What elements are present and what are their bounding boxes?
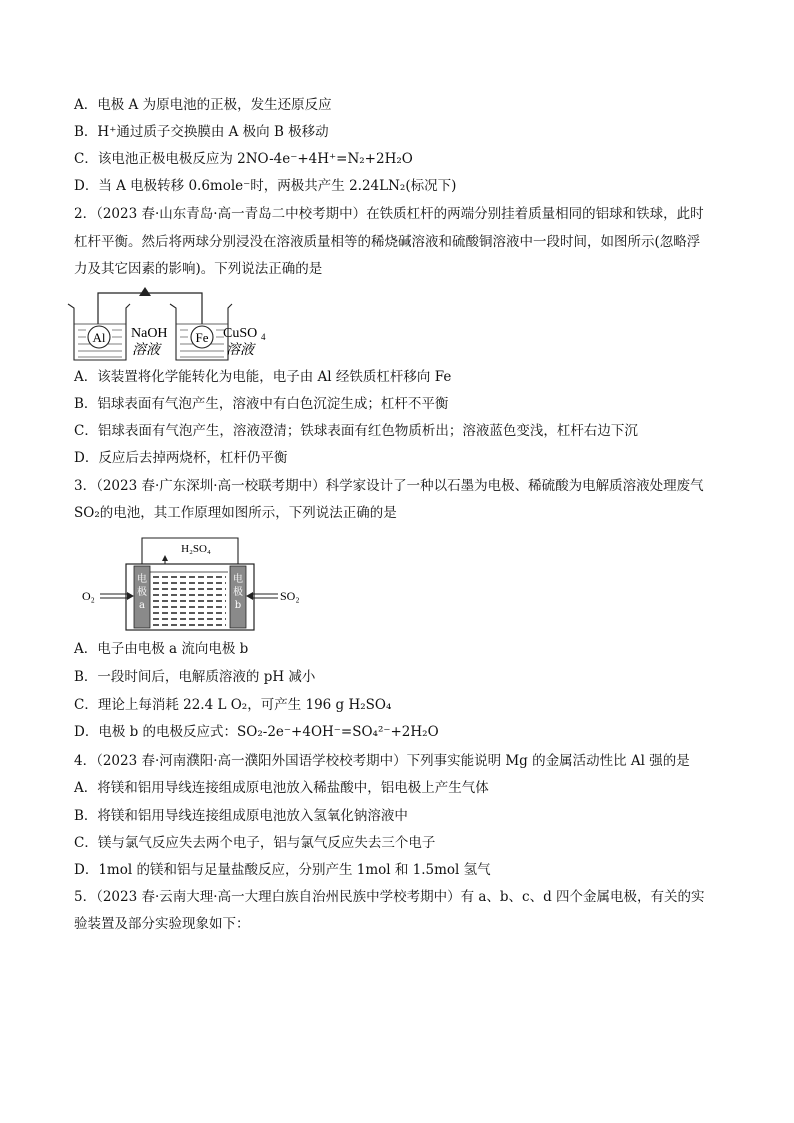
q2-option-b: B．铝球表面有气泡产生，溶液中有白色沉淀生成；杠杆不平衡 [74,396,449,412]
q1-option-d: D．当 A 电极转移 0.6mole⁻时，两极共产生 2.24LN₂(标况下) [74,178,457,194]
electrode-b-char-3: b [234,600,242,611]
q2-option-c: C．铝球表面有气泡产生，溶液澄清；铁球表面有红色物质析出；溶液蓝色变浅，杠杆右边下沉 [74,423,638,439]
q5-stem-line-2: 验装置及部分实验现象如下： [74,916,250,932]
cuso4-index: 4 [261,332,266,342]
q3-cell-figure [78,532,318,634]
so2-label: SO₂ [280,589,300,603]
q3-stem-line-1: 3．（2023 春·广东深圳·高一校联考期中）科学家设计了一种以石墨为电极、稀硫酸为电解质溶液处理废气 [74,478,704,494]
ball-left-label: Al [92,330,106,345]
q1-option-a: A．电极 A 为原电池的正极，发生还原反应 [74,97,332,113]
q4-option-a: A．将镁和铝用导线连接组成原电池放入稀盐酸中，铝电极上产生气体 [74,780,489,796]
q4-option-c: C．镁与氯气反应失去两个电子，铝与氯气反应失去三个电子 [74,835,436,851]
q3-option-b: B．一段时间后，电解质溶液的 pH 减小 [74,669,316,685]
q2-stem-line-1: 2．（2023 春·山东青岛·高一青岛二中校考期中）在铁质杠杆的两端分别挂着质量相同的铝球和铁球，此时 [74,206,704,222]
naoh-solution-label: 溶液 [132,343,160,358]
naoh-label: NaOH [131,326,168,341]
q2-stem-line-2: 杠杆平衡。然后将两球分别浸没在溶液质量相等的稀烧碱溶液和硫酸铜溶液中一段时间，如图所示(忽略浮 [74,234,701,250]
lever-fulcrum [139,287,151,296]
electrode-a-char-2: 极 [137,587,147,598]
q1-option-c: C．该电池正极电极反应为 2NO-4e⁻+4H⁺=N₂+2H₂O [74,151,413,167]
electrode-b-char-2: 极 [233,587,243,598]
cuso4-solution-label: 溶液 [226,343,254,358]
h2so4-label: H₂SO₄ [181,543,211,555]
q3-option-c: C．理论上每消耗 22.4 L O₂，可产生 196 g H₂SO₄ [74,697,392,713]
q3-option-a: A．电子由电极 a 流向电极 b [74,641,249,657]
q2-lever-beaker-figure [64,282,284,364]
q3-option-d: D．电极 b 的电极反应式：SO₂-2e⁻+4OH⁻=SO₄²⁻+2H₂O [74,724,439,740]
q5-stem-line-1: 5．（2023 春·云南大理·高一大理白族自治州民族中学校考期中）有 a、b、c、d 四个金属电极，有关的实 [74,889,705,905]
q2-option-a: A．该装置将化学能转化为电能，电子由 Al 经铁质杠杆移向 Fe [74,369,452,385]
q2-stem-line-3: 力及其它因素的影响)。下列说法正确的是 [74,261,323,277]
q4-stem: 4．（2023 春·河南濮阳·高一濮阳外国语学校校考期中）下列事实能说明 Mg 的金属活动性比 Al 强的是 [74,753,690,769]
electrode-a-char-3: a [139,600,145,611]
q4-option-d: D．1mol 的镁和铝与足量盐酸反应，分别产生 1mol 和 1.5mol 氢气 [74,862,491,878]
q2-option-d: D．反应后去掉两烧杯，杠杆仍平衡 [74,450,288,466]
q1-option-b: B．H⁺通过质子交换膜由 A 极向 B 极移动 [74,124,329,140]
q4-option-b: B．将镁和铝用导线连接组成原电池放入氢氧化钠溶液中 [74,808,408,824]
cuso4-label: CuSO [223,326,258,341]
o2-label: O₂ [82,589,95,603]
electrode-b-char-1: 电 [233,574,243,585]
iron-lever [98,293,202,324]
ball-right-label: Fe [195,330,209,345]
q3-stem-line-2: SO₂的电池，其工作原理如图所示，下列说法正确的是 [74,505,397,521]
electrode-a-char-1: 电 [137,574,147,585]
